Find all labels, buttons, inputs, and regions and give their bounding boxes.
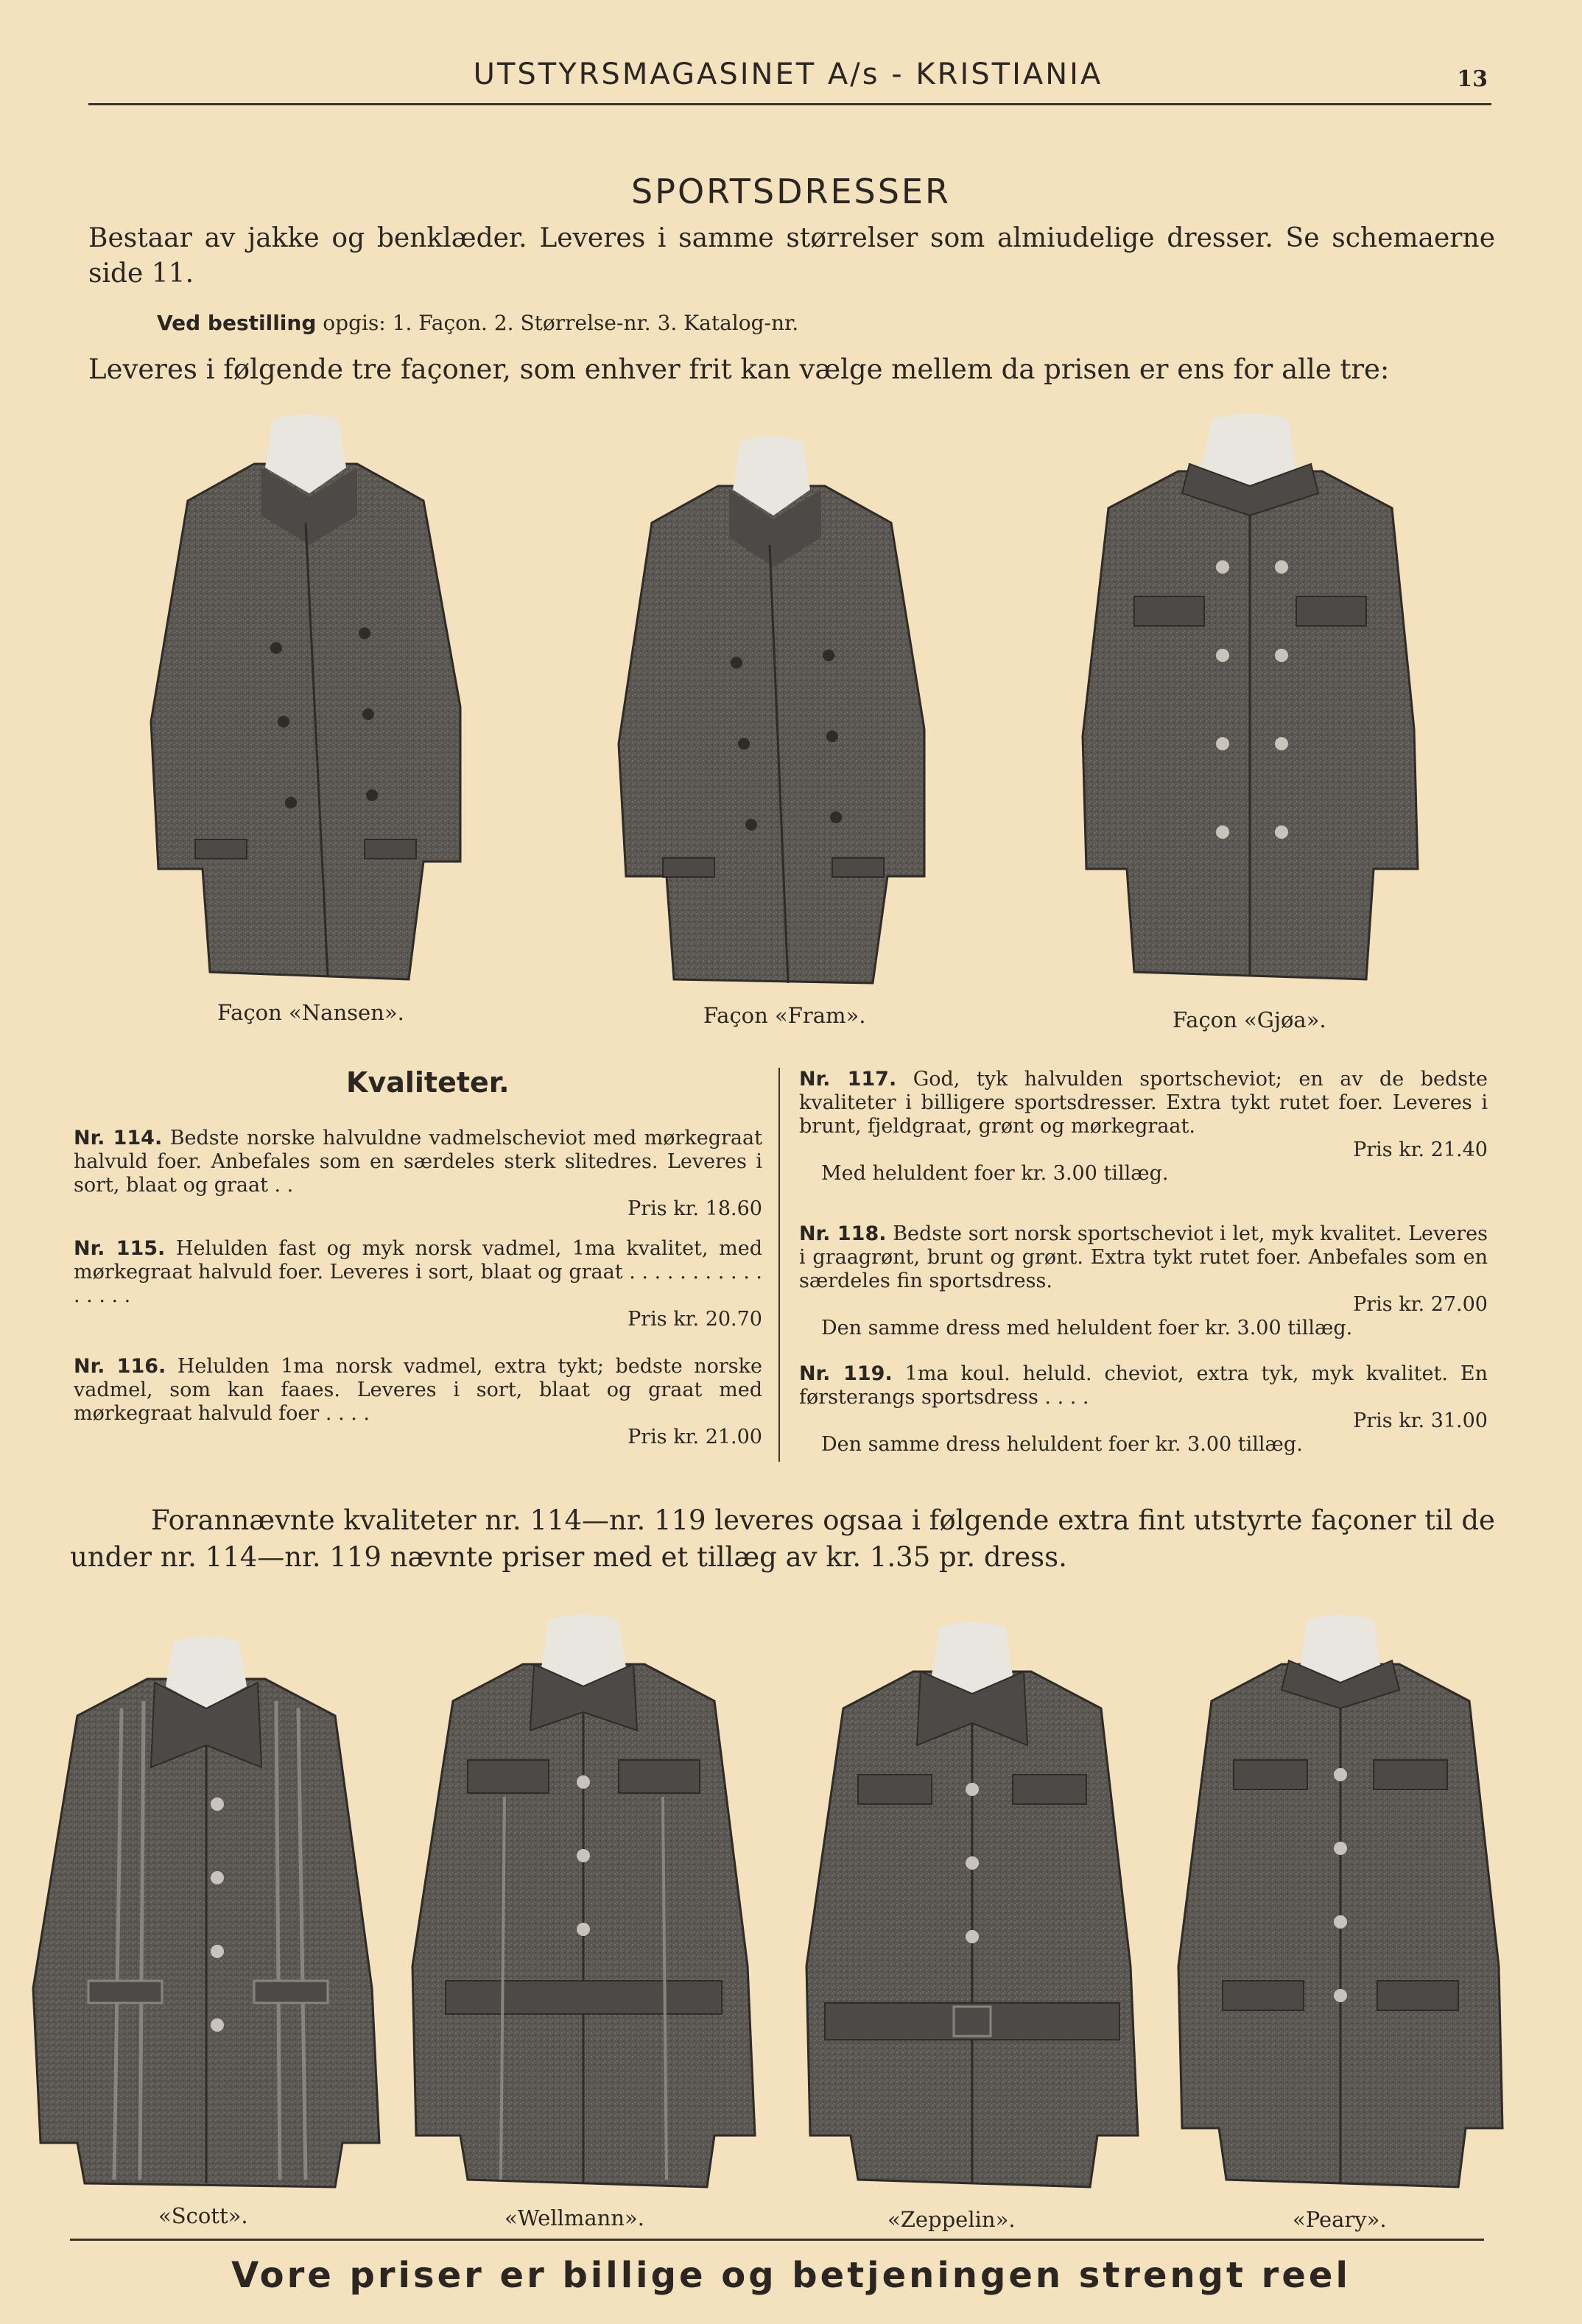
quality-number: Nr. 117. xyxy=(799,1068,897,1091)
quality-price: Pris kr. 27.00 xyxy=(1353,1293,1488,1316)
header-rule xyxy=(88,103,1491,105)
order-instructions xyxy=(157,311,798,335)
quality-number: Nr. 116. xyxy=(74,1355,166,1378)
footer-slogan: Vore priser er billige og betjeningen strengt reel xyxy=(231,2255,1351,2296)
quality-number: Nr. 118. xyxy=(799,1222,887,1245)
order-label: Ved bestilling xyxy=(157,311,317,335)
quality-115 xyxy=(74,1237,762,1331)
page-title: SPORTSDRESSER xyxy=(631,172,951,211)
jacket-illustration-gjoa xyxy=(1075,412,1425,994)
jacket-illustration-peary xyxy=(1171,1613,1510,2194)
quality-number: Nr. 115. xyxy=(74,1237,166,1260)
jacket-illustration-wellmann xyxy=(401,1613,766,2194)
quality-price: Pris kr. 20.70 xyxy=(627,1308,762,1331)
caption-gjoa: Façon «Gjøa». xyxy=(1173,1007,1326,1032)
quality-description: Bedste sort norsk sportscheviot i let, myk kvalitet. Leveres i graagrønt, brunt og grønt. Extra tykt rutet foer. Anbefales som en særdeles fin sportsdress. xyxy=(799,1222,1488,1292)
footer-rule xyxy=(70,2239,1484,2241)
quality-116 xyxy=(74,1355,762,1449)
quality-price: Pris kr. 18.60 xyxy=(627,1197,762,1220)
quality-description: Bedste norske halvuldne vadmelscheviot med mørkegraat halvuld foer. Anbefales som en særdeles sterk slitedres. Leveres i sort, blaat og graat . . xyxy=(74,1127,762,1197)
qualities-heading: Kvaliteter. xyxy=(346,1066,510,1099)
quality-description: 1ma koul. heluld. cheviot, extra tyk, myk kvalitet. En førsterangs sportsdress . . . . xyxy=(799,1362,1488,1409)
column-divider xyxy=(778,1068,780,1462)
quality-118 xyxy=(799,1222,1488,1340)
caption-scott: «Scott». xyxy=(158,2203,248,2228)
caption-fram: Façon «Fram». xyxy=(703,1003,866,1028)
caption-peary: «Peary». xyxy=(1293,2207,1387,2232)
caption-wellmann: «Wellmann». xyxy=(505,2205,645,2230)
quality-price: Pris kr. 21.40 xyxy=(1353,1138,1488,1161)
outro-paragraph: Forannævnte kvaliteter nr. 114—nr. 119 leveres ogsaa i følgende extra fint utstyrte façoner til de under nr. 114—nr. 119 nævnte priser med et tillæg av kr. 1.35 pr. dress. xyxy=(70,1504,1495,1573)
caption-nansen: Façon «Nansen». xyxy=(217,1000,404,1025)
quality-description: Helulden 1ma norsk vadmel, extra tykt; bedste norske vadmel, som kan faaes. Leveres i sort, blaat og graat med mørkegraat halvuld foer . . . . xyxy=(74,1355,762,1425)
quality-description: Helulden fast og myk norsk vadmel, 1ma kvalitet, med mørkegraat halvuld foer. Leveres i sort, blaat og graat . . . . . . . . . . . . . . . . xyxy=(74,1237,762,1307)
quality-117 xyxy=(799,1068,1488,1186)
jacket-illustration-nansen xyxy=(144,412,468,1001)
quality-extra: Den samme dress med heluldent foer kr. 3.00 tillæg. xyxy=(821,1317,1353,1339)
quality-price: Pris kr. 31.00 xyxy=(1353,1409,1488,1432)
quality-number: Nr. 119. xyxy=(799,1362,893,1385)
jacket-illustration-fram xyxy=(608,434,935,994)
quality-extra: Med heluldent foer kr. 3.00 tillæg. xyxy=(821,1162,1169,1185)
quality-extra: Den samme dress heluldent foer kr. 3.00 tillæg. xyxy=(821,1433,1303,1456)
jacket-illustration-scott xyxy=(26,1635,387,2194)
intro-paragraph: Bestaar av jakke og benklæder. Leveres i samme størrelser som almiudelige dresser. Se schemaerne side 11. xyxy=(88,223,1495,289)
running-header xyxy=(88,57,1488,102)
order-details: opgis: 1. Façon. 2. Størrelse-nr. 3. Katalog-nr. xyxy=(323,311,799,335)
style-options-line: Leveres i følgende tre façoner, som enhver frit kan vælge mellem da prisen er ens for alle tre: xyxy=(88,353,1390,385)
caption-zeppelin: «Zeppelin». xyxy=(887,2207,1016,2232)
quality-number: Nr. 114. xyxy=(74,1127,163,1149)
quality-price: Pris kr. 21.00 xyxy=(627,1426,762,1448)
quality-114 xyxy=(74,1127,762,1221)
quality-description: God, tyk halvulden sportscheviot; en av de bedste kvaliteter i billigere sportsdresser. Extra tykt rutet foer. Leveres i brunt, fjeldgraat, grønt og mørkegraat. xyxy=(799,1068,1488,1138)
page-number: 13 xyxy=(1457,66,1488,92)
header-title: UTSTYRSMAGASINET A/s - KRISTIANIA xyxy=(473,57,1103,91)
jacket-illustration-zeppelin xyxy=(795,1620,1149,2194)
quality-119 xyxy=(799,1362,1488,1457)
